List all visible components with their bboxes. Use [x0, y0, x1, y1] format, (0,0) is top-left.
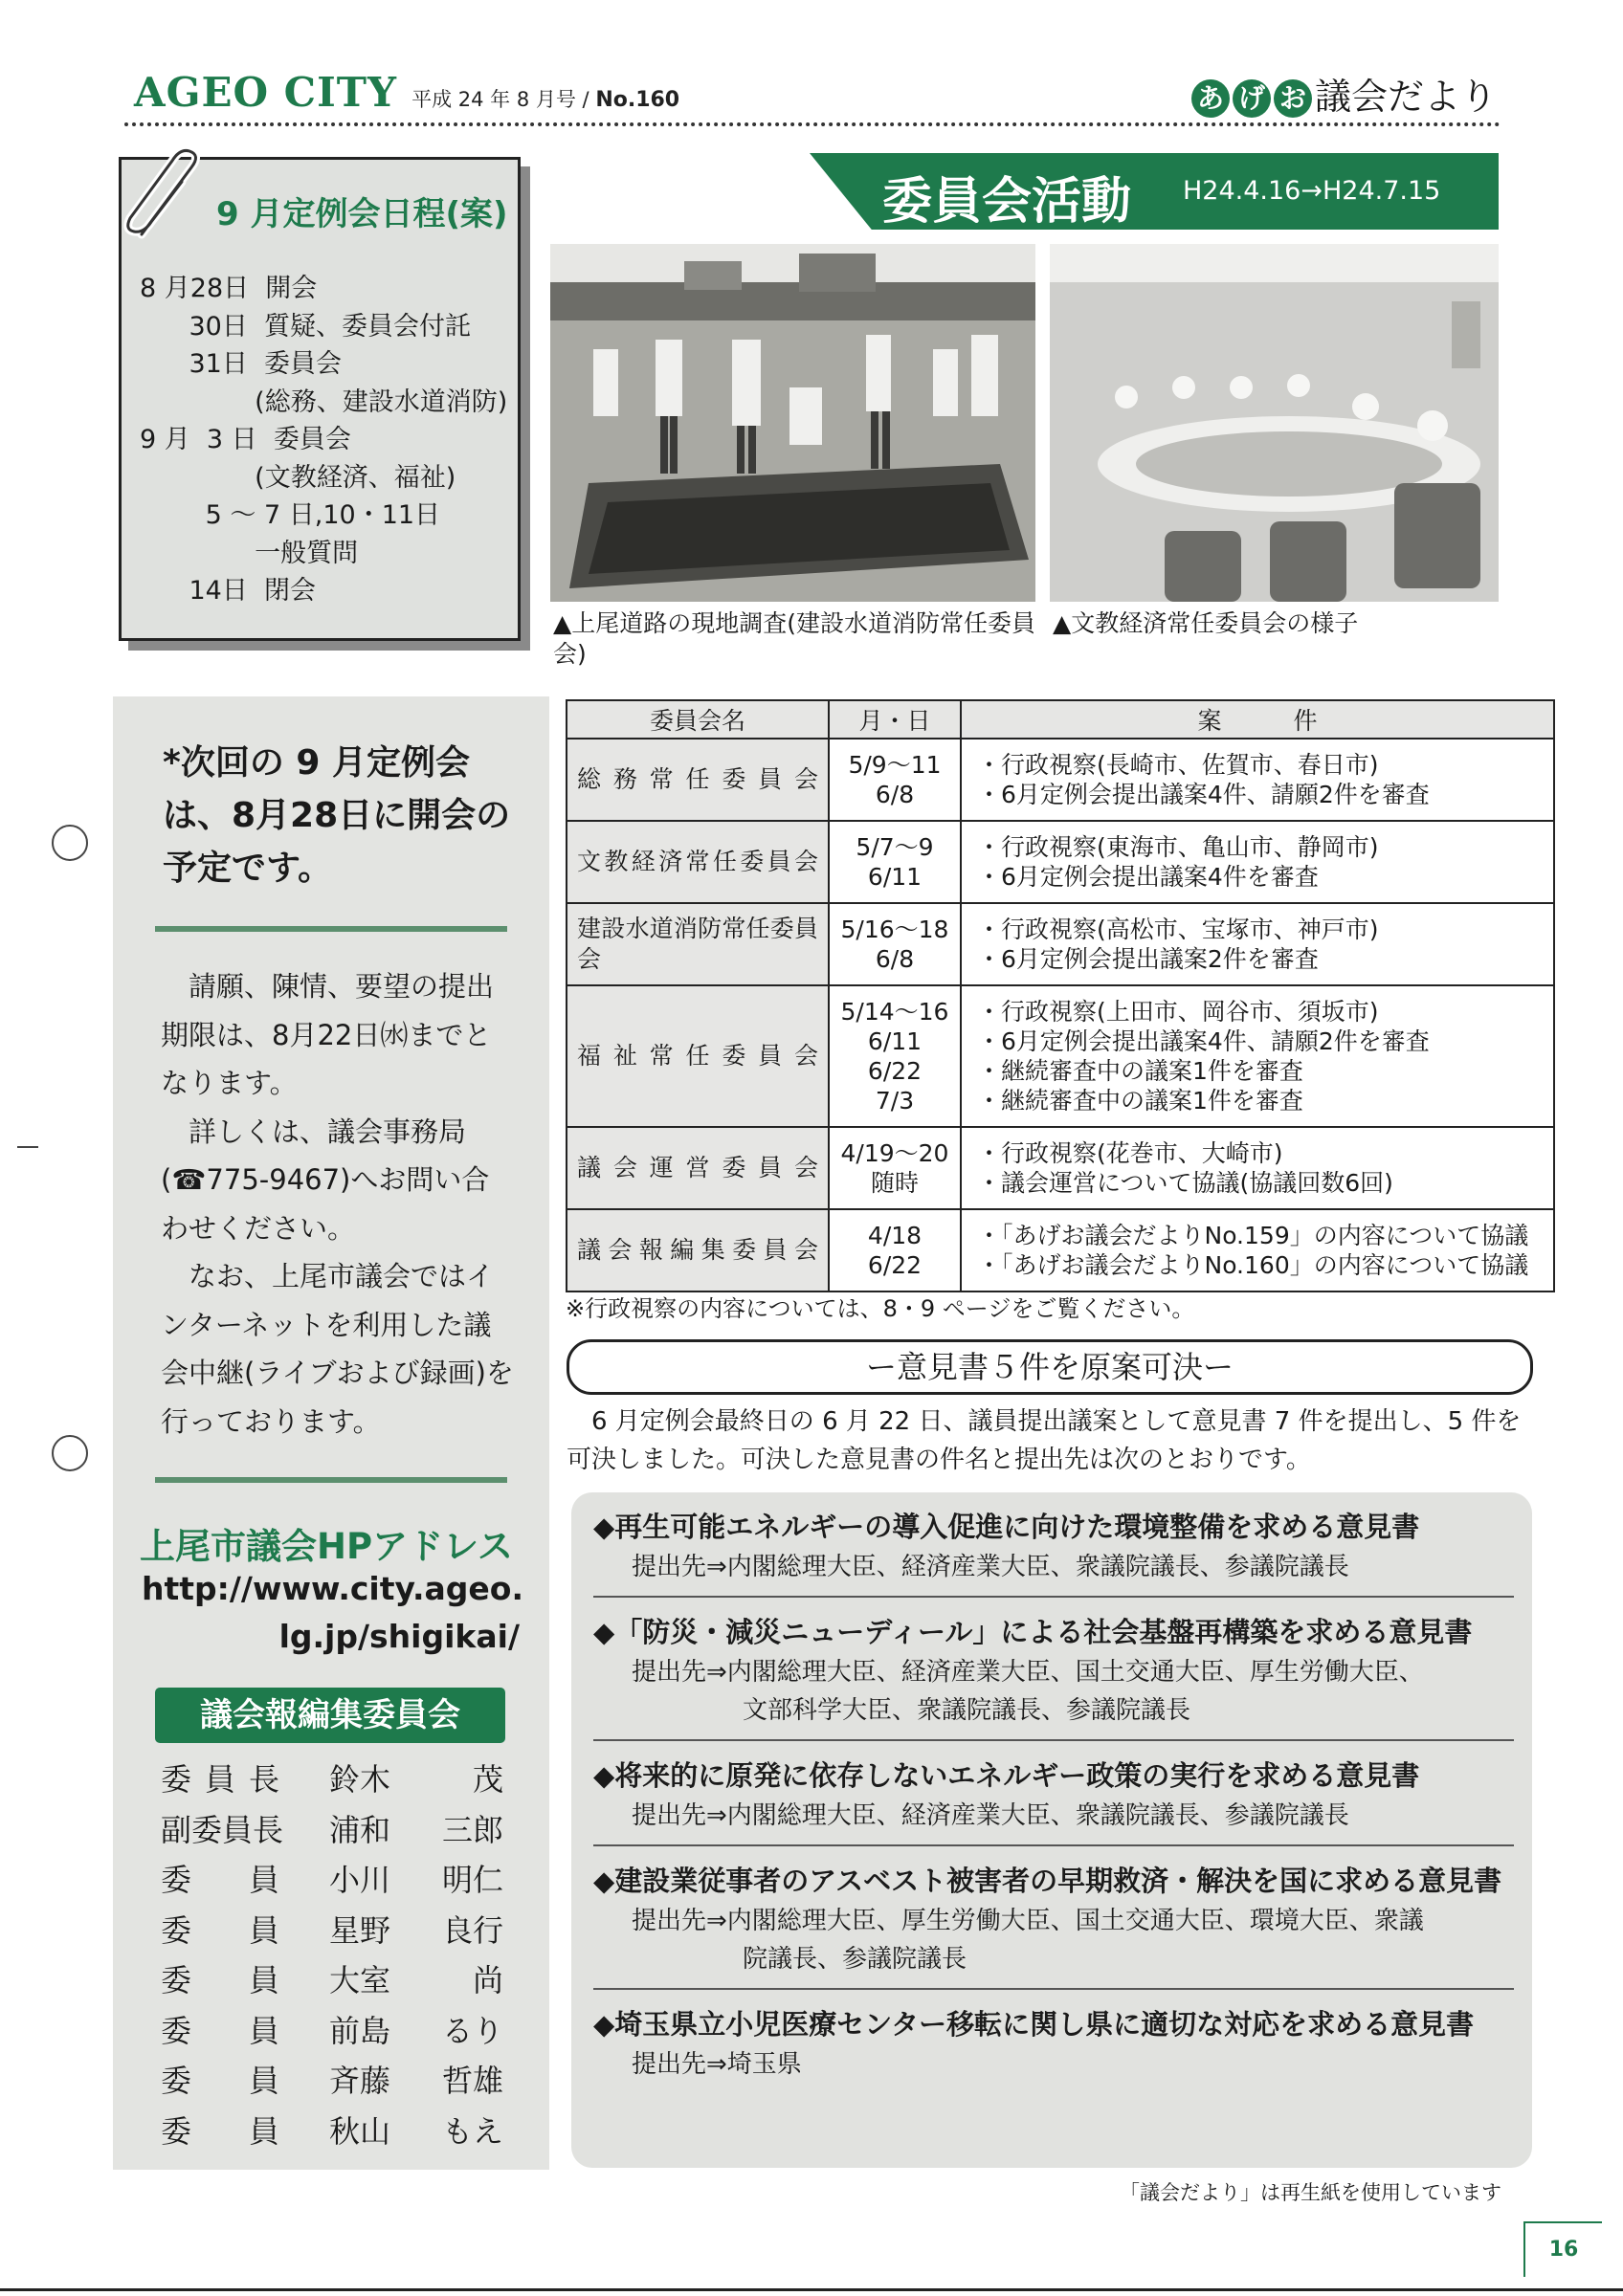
col-header-items: 案 件 [961, 700, 1554, 739]
photo-committee-meeting [1050, 244, 1499, 602]
committee-items: ・「あげお議会だよりNo.159」の内容について協議 ・「あげお議会だよりNo.160」の内容について協議 [961, 1209, 1554, 1292]
inspection-note: ※行政視察の内容については、8・9 ページをご覧ください。 [566, 1295, 1195, 1322]
committee-banner-range: H24.4.16→H24.7.15 [1183, 176, 1441, 206]
editorial-committee-title: 議会報編集委員会 [155, 1688, 505, 1743]
photo2-caption: ▲文教経済常任委員会の様子 [1053, 609, 1359, 637]
paperclip-icon [113, 144, 218, 249]
table-header-row [567, 700, 1554, 739]
member-row: 委員 前島 るり [161, 2012, 503, 2049]
table-row [567, 1127, 1554, 1209]
issue-date: 平成 24 年 8 月号 / No.160 [411, 88, 680, 112]
brand-name: AGEO CITY [134, 69, 397, 116]
schedule-title: 9 月定例会日程(案) [216, 195, 508, 233]
opinion-item [593, 1506, 1514, 1598]
schedule-line: (文教経済、福祉) [140, 462, 456, 493]
committee-name: 議会運営委員会 [567, 1127, 829, 1209]
schedule-line: (総務、建設水道消防) [140, 386, 508, 417]
committee-items: ・行政視察(上田市、岡谷市、須坂市) ・6月定例会提出議案4件、請願2件を審査 ・継続審査中の議案1件を審査 ・継続審査中の議案1件を審査 [961, 985, 1554, 1127]
table-row [567, 739, 1554, 821]
committee-items: ・行政視察(花巻市、大崎市) ・議会運営について協議(協議回数6回) [961, 1127, 1554, 1209]
col-header-committee: 委員会名 [567, 700, 829, 739]
opinion-recipients: 提出先⇒内閣総理大臣、経済産業大臣、衆議院議長、参議院議長 [632, 1801, 1349, 1830]
committee-items: ・行政視察(高松市、宝塚市、神戸市) ・6月定例会提出議案2件を審査 [961, 903, 1554, 985]
opinion-list [593, 1506, 1514, 2107]
member-row: 委員 小川 明仁 [161, 1862, 503, 1898]
member-row: 委員 秋山 もえ [161, 2112, 503, 2150]
petition-deadline-text: 請願、陳情、要望の提出期限は、8月22日㈬までとなります。 [161, 970, 495, 1099]
binding-hole-icon [52, 825, 88, 861]
opinion-recipients: 提出先⇒内閣総理大臣、経済産業大臣、衆議院議長、参議院議長 [632, 1553, 1349, 1581]
table-row [567, 985, 1554, 1127]
sidebar-divider [155, 1477, 507, 1483]
newsletter-title [1191, 67, 1497, 120]
resolution-banner: ー意見書５件を原案可決ー [567, 1339, 1533, 1395]
photo1-caption: ▲上尾道路の現地調査(建設水道消防常任委員会) [553, 609, 1035, 668]
logo-char-a: あ [1191, 79, 1230, 118]
opinion-item [593, 2003, 1514, 2093]
page-number: 16 [1523, 2221, 1602, 2277]
member-row: 委員 大室 尚 [161, 1962, 503, 1998]
member-row: 副委員長 浦和 三郎 [161, 1811, 503, 1848]
committee-name: 文教経済常任委員会 [567, 821, 829, 903]
homepage-url-line2[interactable]: lg.jp/shigikai/ [278, 1618, 520, 1655]
member-row: 委員 星野 良行 [161, 1911, 503, 1949]
logo-text: 議会だより [1314, 76, 1497, 118]
committee-dates: 5/9〜11 6/8 [829, 739, 961, 821]
schedule-list [140, 270, 507, 610]
table-row [567, 1209, 1554, 1292]
editorial-member-list [161, 1755, 505, 2156]
member-row: 委員長 鈴木 茂 [161, 1761, 503, 1798]
committee-name: 建設水道消防常任委員会 [567, 903, 829, 985]
logo-char-o: お [1274, 79, 1312, 118]
committee-dates: 4/18 6/22 [829, 1209, 961, 1292]
schedule-line: 8 月28日 開会 [140, 274, 318, 303]
table-row [567, 903, 1554, 985]
committee-dates: 5/7〜9 6/11 [829, 821, 961, 903]
masthead [134, 69, 679, 126]
opinion-item [593, 1755, 1514, 1846]
opinion-title: ◆将来的に原発に依存しないエネルギー政策の実行を求める意見書 [593, 1759, 1420, 1792]
committee-activity-table [566, 699, 1555, 1292]
table-row [567, 821, 1554, 903]
opinion-recipients: 提出先⇒内閣総理大臣、厚生労働大臣、国土交通大臣、環境大臣、衆議 院議長、参議院議長 [632, 1907, 1424, 1974]
schedule-line: 31日 委員会 [140, 349, 343, 379]
sidebar-body [161, 962, 515, 1446]
opinion-title: ◆再生可能エネルギーの導入促進に向けた環境整備を求める意見書 [593, 1511, 1420, 1543]
committee-dates: 5/16〜18 6/8 [829, 903, 961, 985]
resolution-intro: 6 月定例会最終日の 6 月 22 日、議員提出議案として意見書 7 件を提出し、5 件を可決しました。可決した意見書の件名と提出先は次のとおりです。 [567, 1407, 1522, 1474]
opinion-title: ◆埼玉県立小児医療センター移転に関し県に適切な対応を求める意見書 [593, 2008, 1475, 2041]
broadcast-text: なお、上尾市議会ではインターネットを利用した議会中継(ライブおよび録画)を行っております。 [161, 1260, 514, 1438]
schedule-line: 9 月 3 日 委員会 [140, 425, 351, 454]
recycled-paper-note: 「議会だより」は再生紙を使用しています [1120, 2181, 1501, 2204]
committee-dates: 5/14〜16 6/11 6/22 7/3 [829, 985, 961, 1127]
schedule-line: 30日 質疑、委員会付託 [140, 311, 472, 342]
opinion-recipients: 提出先⇒内閣総理大臣、経済産業大臣、国土交通大臣、厚生労働大臣、 文部科学大臣、衆議院議長、参議院議長 [632, 1658, 1424, 1725]
schedule-line: 一般質問 [140, 538, 359, 568]
committee-banner-title: 委員会活動 [882, 173, 1132, 231]
contact-text: 詳しくは、議会事務局(☎775-9467)へお問い合わせください。 [161, 1115, 490, 1245]
photo-site-survey [550, 244, 1035, 602]
issue-number: No.160 [595, 88, 680, 112]
logo-char-ge: げ [1233, 79, 1271, 118]
binding-hole-icon [52, 1435, 88, 1471]
opinion-item [593, 1611, 1514, 1741]
committee-name: 総務常任委員会 [567, 739, 829, 821]
committee-items: ・行政視察(東海市、亀山市、静岡市) ・6月定例会提出議案4件を審査 [961, 821, 1554, 903]
homepage-url[interactable] [142, 1565, 523, 1661]
opinion-title: ◆建設業従事者のアスベスト被害者の早期救済・解決を国に求める意見書 [593, 1865, 1502, 1897]
committee-name: 議会報編集委員会 [567, 1209, 829, 1292]
member-row: 委員 斉藤 哲雄 [161, 2063, 503, 2099]
schedule-line: 14日 閉会 [140, 576, 317, 606]
schedule-line: 5 〜 7 日,10・11日 [140, 500, 441, 530]
homepage-title: 上尾市議会HPアドレス [140, 1526, 513, 1567]
col-header-date: 月・日 [829, 700, 961, 739]
committee-name: 福祉常任委員会 [567, 985, 829, 1127]
bottom-rule [0, 2288, 1623, 2291]
sidebar-divider [155, 926, 507, 932]
opinion-title: ◆「防災・減災ニューディール」による社会基盤再構築を求める意見書 [593, 1616, 1473, 1648]
homepage-url-line1[interactable]: http://www.city.ageo. [142, 1570, 523, 1607]
opinion-item [593, 1860, 1514, 1990]
fold-mark [17, 1146, 38, 1148]
header-divider [124, 122, 1501, 126]
committee-items: ・行政視察(長崎市、佐賀市、春日市) ・6月定例会提出議案4件、請願2件を審査 [961, 739, 1554, 821]
opinion-recipients: 提出先⇒埼玉県 [632, 2050, 802, 2079]
committee-dates: 4/19〜20 随時 [829, 1127, 961, 1209]
next-session-notice: *次回の 9 月定例会は、8月28日に開会の予定です。 [163, 743, 511, 888]
